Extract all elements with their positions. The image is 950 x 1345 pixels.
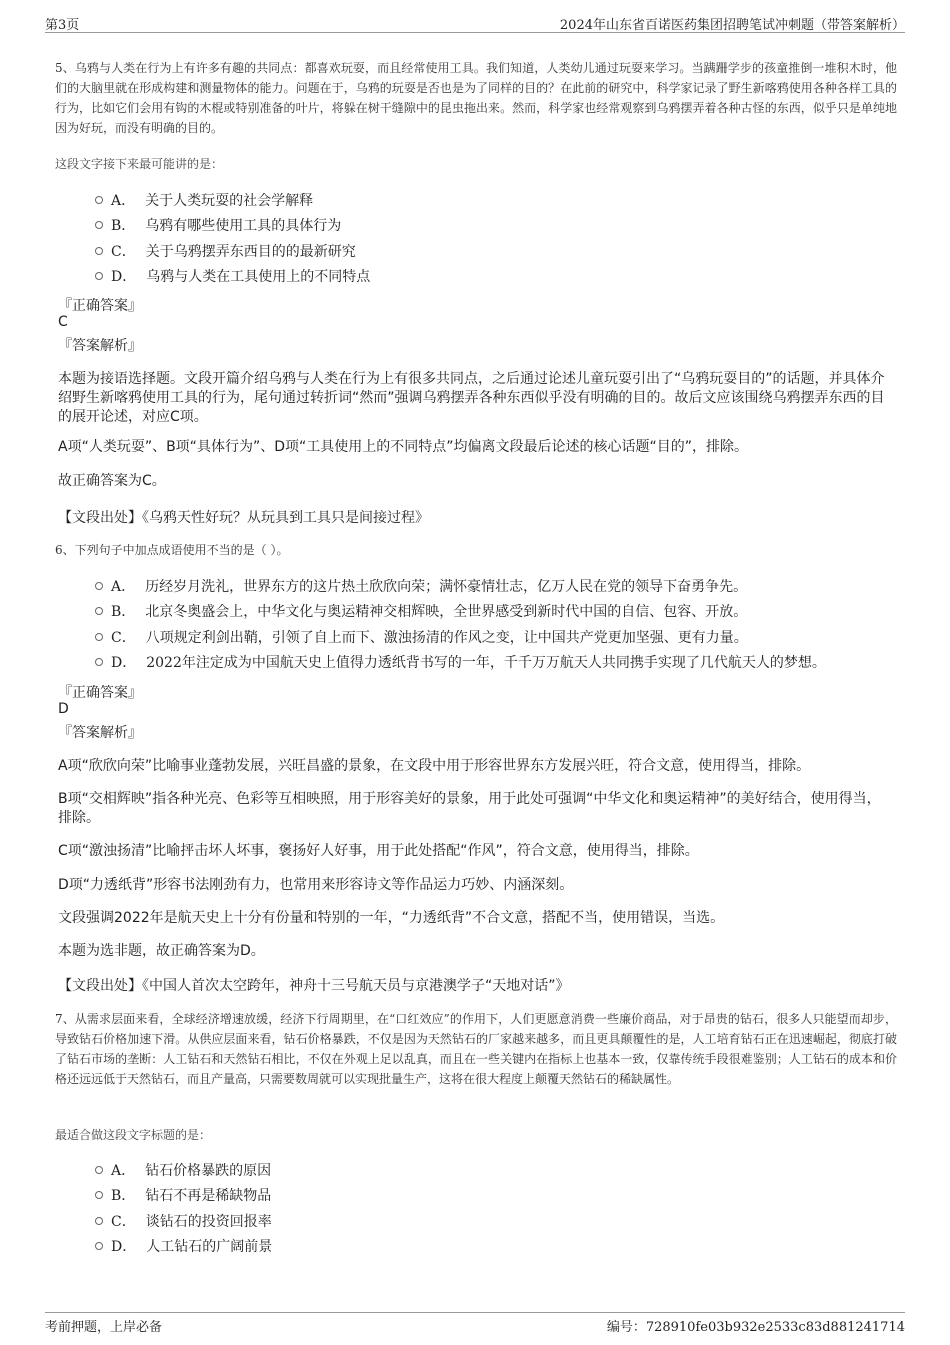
q7-option-d[interactable]: D． 人工钻石的广阔前景 — [95, 1234, 272, 1260]
q5-options — [95, 187, 370, 289]
q5-option-d[interactable]: D． 乌鸦与人类在工具使用上的不同特点 — [95, 264, 370, 290]
footer-code: 编号：728910fe03b932e2533c83d881241714 — [606, 1320, 905, 1335]
radio-icon[interactable] — [95, 1242, 103, 1250]
q7-options — [95, 1157, 272, 1259]
page-header — [45, 14, 905, 33]
page-footer — [45, 1312, 905, 1336]
q7-option-b[interactable]: B． 钻石不再是稀缺物品 — [95, 1183, 272, 1209]
q7-option-c[interactable]: C． 谈钻石的投资回报率 — [95, 1208, 272, 1234]
q6-option-b[interactable]: B． 北京冬奥盛会上，中华文化与奥运精神交相辉映，全世界感受到新时代中国的自信、包容、开放。 — [95, 599, 826, 625]
radio-icon[interactable] — [95, 1191, 103, 1199]
radio-icon[interactable] — [95, 607, 103, 615]
footer-slogan: 考前押题，上岸必备 — [45, 1320, 163, 1335]
radio-icon[interactable] — [95, 247, 103, 255]
page-number: 第3页 — [45, 18, 80, 33]
document-title: 2024年山东省百诺医药集团招聘笔试冲刺题（带答案解析） — [559, 18, 905, 33]
q6-option-c[interactable]: C． 八项规定利剑出鞘，引领了自上而下、激浊扬清的作风之变，让中国共产党更加坚强、更有力量。 — [95, 624, 826, 650]
q7-stem: 7、从需求层面来看，全球经济增速放缓，经济下行周期里，在“口红效应”的作用下，人们更愿意消费一些廉价商品，对于昂贵的钻石，很多人只能望而却步，导致钻石价格加速下滑。从供应层面来看，钻石价格暴跌，不仅是因为天然钻石的厂家越来越多，而且更具颠覆性的是，人工培育钻石正在迅速崛起，彻底打破了钻石市场的垄断：人工钻石和天然钻石相比，不仅在外观上足以乱真，而且在一些关键内在指标上也基本一致，仅靠传统手段很难鉴别；人工钻石的成本和价格还远远低于天然钻石，而且产量高，只需要数周就可以实现批量生产，这将在很大程度上颠覆天然钻石的稀缺属性。 — [55, 1012, 897, 1086]
q5-prompt: 这段文字接下来最可能讲的是： — [55, 157, 224, 171]
q5-option-c[interactable]: C． 关于乌鸦摆弄东西目的的最新研究 — [95, 238, 370, 264]
q5-option-a[interactable]: A． 关于人类玩耍的社会学解释 — [95, 187, 370, 213]
q5-answer-label: 『正确答案』 — [58, 298, 142, 314]
radio-icon[interactable] — [95, 221, 103, 229]
q6-option-d[interactable]: D． 2022年注定成为中国航天史上值得力透纸背书写的一年，千千万万航天人共同携手实现了几代航天人的梦想。 — [95, 650, 826, 676]
q6-options — [95, 573, 826, 675]
q6-analysis-4: D项“力透纸背”形容书法刚劲有力，也常用来形容诗文等作品运力巧妙、内涵深刻。 — [58, 877, 574, 893]
radio-icon[interactable] — [95, 658, 103, 666]
radio-icon[interactable] — [95, 1166, 103, 1174]
q7-prompt: 最适合做这段文字标题的是： — [55, 1128, 212, 1142]
q6-answer: D — [58, 701, 69, 717]
radio-icon[interactable] — [95, 633, 103, 641]
radio-icon[interactable] — [95, 582, 103, 590]
q6-analysis-6: 本题为选非题，故正确答案为D。 — [58, 943, 265, 959]
q6-analysis-3: C项“激浊扬清”比喻抨击坏人坏事，褒扬好人好事，用于此处搭配“作风”，符合文意，使用得当，排除。 — [58, 843, 699, 859]
radio-icon[interactable] — [95, 272, 103, 280]
radio-icon[interactable] — [95, 196, 103, 204]
q6-option-a[interactable]: A． 历经岁月洗礼，世界东方的这片热土欣欣向荣；满怀豪情壮志，亿万人民在党的领导下奋勇争先。 — [95, 573, 826, 599]
radio-icon[interactable] — [95, 1217, 103, 1225]
q5-analysis-3: 故正确答案为C。 — [58, 473, 166, 489]
q5-analysis-1: 本题为接语选择题。文段开篇介绍乌鸦与人类在行为上有很多共同点，之后通过论述儿童玩耍引出了“乌鸦玩耍目的”的话题，并具体介绍野生新喀鸦使用工具的行为，尾句通过转折词“然而”强调乌鸦摆弄各种东西似乎没有明确的目的。故后文应该围绕乌鸦摆弄东西的目的展开论述，对应C项。 — [58, 371, 885, 425]
q5-analysis-2: A项“人类玩耍”、B项“具体行为”、D项“工具使用上的不同特点”均偏离文段最后论述的核心话题“目的”，排除。 — [58, 439, 748, 455]
q5-answer: C — [58, 314, 68, 330]
q5-analysis-label: 『答案解析』 — [58, 338, 142, 354]
q6-answer-label: 『正确答案』 — [58, 685, 142, 701]
q6-source: 【文段出处】《中国人首次太空跨年，神舟十三号航天员与京港澳学子“天地对话”》 — [58, 978, 570, 994]
q6-analysis-label: 『答案解析』 — [58, 725, 142, 741]
q5-source: 【文段出处】《乌鸦天性好玩？从玩具到工具只是间接过程》 — [58, 510, 429, 526]
q6-stem: 6、下列句子中加点成语使用不当的是（ ）。 — [55, 543, 289, 557]
q6-analysis-5: 文段强调2022年是航天史上十分有份量和特别的一年，“力透纸背”不合文意，搭配不当，使用错误，当选。 — [58, 910, 725, 926]
q5-option-b[interactable]: B． 乌鸦有哪些使用工具的具体行为 — [95, 213, 370, 239]
q7-option-a[interactable]: A． 钻石价格暴跌的原因 — [95, 1157, 272, 1183]
q5-stem: 5、乌鸦与人类在行为上有许多有趣的共同点：都喜欢玩耍，而且经常使用工具。我们知道，人类幼儿通过玩耍来学习。当蹒跚学步的孩童推倒一堆积木时，他们的大脑里就在形成构建和测量物体的能力。问题在于，乌鸦的玩耍是否也是为了同样的目的？在此前的研究中，科学家记录了野生新喀鸦使用各种各样工具的行为，比如它们会用有钩的木棍或特别准备的叶片，将躲在树干缝隙中的昆虫拖出来。然而，科学家也经常观察到乌鸦摆弄着各种古怪的东西，似乎只是单纯地因为好玩，而没有明确的目的。 — [55, 61, 897, 135]
q6-analysis-2: B项“交相辉映”指各种光亮、色彩等互相映照，用于形容美好的景象，用于此处可强调“中华文化和奥运精神”的美好结合，使用得当，排除。 — [58, 791, 881, 826]
q6-analysis-1: A项“欣欣向荣”比喻事业蓬勃发展，兴旺昌盛的景象，在文段中用于形容世界东方发展兴旺，符合文意，使用得当，排除。 — [58, 758, 811, 774]
